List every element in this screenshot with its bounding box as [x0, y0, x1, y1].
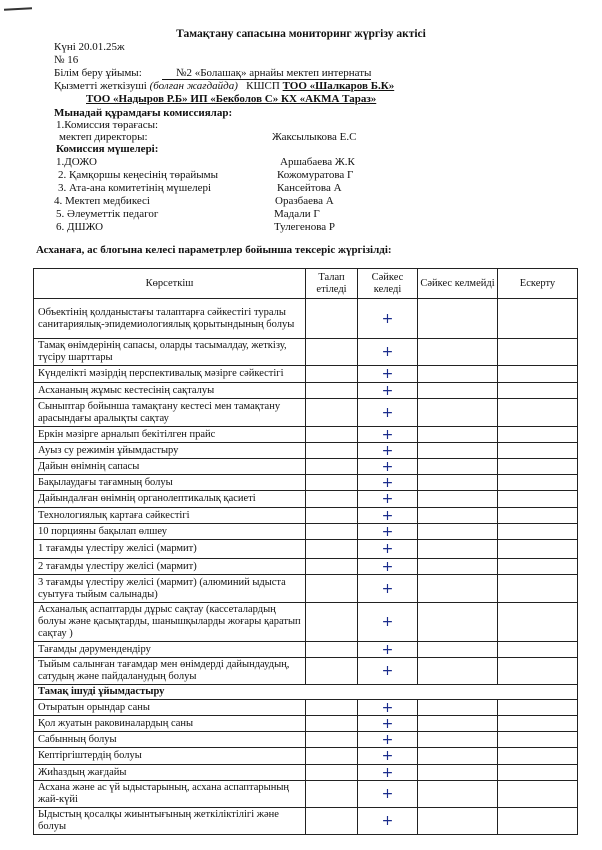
table-row	[34, 658, 578, 685]
indicator-cell: 10 порцияны бақылап өлшеу	[34, 524, 306, 540]
supplier-line	[54, 80, 394, 92]
member-role: 3. Ата-ана комитетінің мүшелері	[58, 182, 212, 194]
monitoring-table	[33, 268, 578, 835]
indicator-cell: Қол жуатын раковиналардың саны	[34, 716, 306, 732]
header-note: Ескерту	[498, 269, 578, 299]
chair-label: 1.Комиссия төрағасы:	[56, 119, 159, 131]
table-row	[34, 603, 578, 642]
note-cell	[498, 339, 578, 366]
table-row	[34, 427, 578, 443]
noncompliant-cell	[418, 808, 498, 835]
number-line: № 16	[54, 54, 79, 66]
member-name: Тулегенова Р	[274, 221, 335, 233]
indicator-cell: Тағамды дәрумендендіру	[34, 642, 306, 658]
noncompliant-cell	[418, 366, 498, 383]
compliant-cell: +	[358, 700, 418, 716]
table-row	[34, 575, 578, 603]
indicator-cell: Асхана және ас үй ыдыстарының, асхана аспаптарының жай-күйі	[34, 781, 306, 808]
required-cell	[306, 732, 358, 748]
date-line: Күні 20.01.25ж	[54, 41, 125, 53]
note-cell	[498, 540, 578, 559]
member-name: Кансейтова А	[277, 182, 342, 194]
noncompliant-cell	[418, 299, 498, 339]
table-row	[34, 781, 578, 808]
compliant-cell: +	[358, 716, 418, 732]
table-row	[34, 642, 578, 658]
noncompliant-cell	[418, 765, 498, 781]
note-cell	[498, 475, 578, 491]
indicator-cell: Асхананың жұмыс кестесінің сақталуы	[34, 383, 306, 399]
required-cell	[306, 427, 358, 443]
note-cell	[498, 642, 578, 658]
indicator-cell: Кептіргіштердің болуы	[34, 748, 306, 765]
supplier-label-note: (болған жағдайда)	[149, 80, 238, 92]
noncompliant-cell	[418, 443, 498, 459]
header-indicator: Көрсеткіш	[34, 269, 306, 299]
noncompliant-cell	[418, 427, 498, 443]
table-row	[34, 383, 578, 399]
noncompliant-cell	[418, 732, 498, 748]
noncompliant-cell	[418, 524, 498, 540]
compliant-cell: +	[358, 658, 418, 685]
required-cell	[306, 658, 358, 685]
required-cell	[306, 383, 358, 399]
note-cell	[498, 575, 578, 603]
table-row	[34, 399, 578, 427]
table-row	[34, 716, 578, 732]
indicator-cell: Технологиялық картаға сәйкестігі	[34, 508, 306, 524]
noncompliant-cell	[418, 540, 498, 559]
required-cell	[306, 540, 358, 559]
note-cell	[498, 443, 578, 459]
members-title: Комиссия мүшелері:	[56, 143, 159, 155]
supplier-line-2: ТОО «Надыров Р.Б» ИП «Бекболов С» КХ «АКМА Тараз»	[86, 93, 377, 105]
noncompliant-cell	[418, 399, 498, 427]
indicator-cell: Тыйым салынған тағамдар мен өнімдерді дайындаудың, сатудың және пайдаланудың болуы	[34, 658, 306, 685]
note-cell	[498, 658, 578, 685]
indicator-cell: Бақылаудағы тағамның болуы	[34, 475, 306, 491]
indicator-cell: Дайындалған өнімнің органолептикалық қасиеті	[34, 491, 306, 508]
indicator-cell: Ыдыстың қосалқы жиынтығының жеткіліктілігі және болуы	[34, 808, 306, 835]
compliant-cell: +	[358, 748, 418, 765]
compliant-cell: +	[358, 575, 418, 603]
member-role: 5. Әлеуметтік педагог	[56, 208, 159, 220]
compliant-cell: +	[358, 427, 418, 443]
table-row	[34, 299, 578, 339]
indicator-cell: Дайын өнімнің сапасы	[34, 459, 306, 475]
note-cell	[498, 399, 578, 427]
note-cell	[498, 559, 578, 575]
noncompliant-cell	[418, 748, 498, 765]
org-value: №2 «Болашақ» арнайы мектеп интернаты	[162, 68, 371, 80]
note-cell	[498, 808, 578, 835]
table-row	[34, 540, 578, 559]
note-cell	[498, 748, 578, 765]
table-row	[34, 748, 578, 765]
compliant-cell: +	[358, 459, 418, 475]
table-header-row	[34, 269, 578, 299]
note-cell	[498, 491, 578, 508]
compliant-cell: +	[358, 781, 418, 808]
compliant-cell: +	[358, 524, 418, 540]
required-cell	[306, 603, 358, 642]
noncompliant-cell	[418, 559, 498, 575]
indicator-cell: Күнделікті мәзірдің перспективалық мәзірге сәйкестігі	[34, 366, 306, 383]
note-cell	[498, 299, 578, 339]
header-required: Талап етіледі	[306, 269, 358, 299]
note-cell	[498, 427, 578, 443]
required-cell	[306, 366, 358, 383]
table-row	[34, 559, 578, 575]
compliant-cell: +	[358, 732, 418, 748]
table-row	[34, 808, 578, 835]
pen-mark	[4, 7, 32, 10]
compliant-cell: +	[358, 508, 418, 524]
member-role: 4. Мектеп медбикесі	[54, 195, 150, 207]
supplier-label: Қызметті жеткізуші	[54, 80, 147, 92]
noncompliant-cell	[418, 491, 498, 508]
member-name: Мадали Г	[274, 208, 320, 220]
required-cell	[306, 748, 358, 765]
table-row	[34, 732, 578, 748]
note-cell	[498, 765, 578, 781]
compliant-cell: +	[358, 603, 418, 642]
noncompliant-cell	[418, 383, 498, 399]
required-cell	[306, 459, 358, 475]
required-cell	[306, 475, 358, 491]
org-label: Білім беру ұйымы:	[54, 67, 142, 79]
supplier-value: ТОО «Шалкаров Б.К»	[282, 80, 395, 92]
compliant-cell: +	[358, 339, 418, 366]
indicator-cell: Объектінің қолданыстағы талаптарға сәйкестігі туралы санитариялық-эпидемиологиялық қорытындының болуы	[34, 299, 306, 339]
noncompliant-cell	[418, 658, 498, 685]
required-cell	[306, 700, 358, 716]
member-role: 1.ДОЖО	[56, 156, 97, 168]
noncompliant-cell	[418, 508, 498, 524]
compliant-cell: +	[358, 491, 418, 508]
compliant-cell: +	[358, 475, 418, 491]
member-role: 6. ДШЖО	[56, 221, 104, 233]
compliant-cell: +	[358, 642, 418, 658]
required-cell	[306, 443, 358, 459]
required-cell	[306, 299, 358, 339]
note-cell	[498, 732, 578, 748]
compliant-cell: +	[358, 366, 418, 383]
table-row	[34, 475, 578, 491]
table-row	[34, 443, 578, 459]
required-cell	[306, 508, 358, 524]
indicator-cell: Асханалық аспаптарды дұрыс сақтау (кассеталардың болуы және қасықтарды, шанышқыларды жоғары қаратып сақтау )	[34, 603, 306, 642]
indicator-cell: 1 тағамды үлестіру желісі (мармит)	[34, 540, 306, 559]
chair-position: мектеп директоры:	[59, 131, 148, 143]
header-compliant: Сәйкес келеді	[358, 269, 418, 299]
compliant-cell: +	[358, 443, 418, 459]
table-row	[34, 491, 578, 508]
commission-title: Мынадай құрамдағы комиссиялар:	[54, 107, 233, 119]
compliant-cell: +	[358, 383, 418, 399]
note-cell	[498, 603, 578, 642]
note-cell	[498, 700, 578, 716]
noncompliant-cell	[418, 716, 498, 732]
noncompliant-cell	[418, 700, 498, 716]
member-role: 2. Қамқоршы кеңесінің төрайымы	[58, 169, 218, 181]
required-cell	[306, 491, 358, 508]
table-row	[34, 765, 578, 781]
indicator-cell: Жиһаздың жағдайы	[34, 765, 306, 781]
indicator-cell: Тамақ өнімдерінің сапасы, оларды тасымалдау, жеткізу, түсіру шарттары	[34, 339, 306, 366]
required-cell	[306, 765, 358, 781]
table-row	[34, 366, 578, 383]
table-body	[34, 299, 578, 835]
note-cell	[498, 459, 578, 475]
note-cell	[498, 366, 578, 383]
compliant-cell: +	[358, 399, 418, 427]
required-cell	[306, 716, 358, 732]
required-cell	[306, 781, 358, 808]
noncompliant-cell	[418, 781, 498, 808]
indicator-cell: 2 тағамды үлестіру желісі (мармит)	[34, 559, 306, 575]
table-row	[34, 524, 578, 540]
noncompliant-cell	[418, 603, 498, 642]
note-cell	[498, 383, 578, 399]
noncompliant-cell	[418, 475, 498, 491]
table-row	[34, 459, 578, 475]
required-cell	[306, 575, 358, 603]
supplier-prefix: КШСП	[246, 80, 280, 92]
required-cell	[306, 524, 358, 540]
indicator-cell: 3 тағамды үлестіру желісі (мармит) (алюминий ыдыста суытуға тыйым салынады)	[34, 575, 306, 603]
document-title: Тамақтану сапасына мониторинг жүргізу актісі	[176, 28, 426, 40]
required-cell	[306, 808, 358, 835]
chair-name: Жаксылыкова Е.С	[272, 131, 357, 143]
required-cell	[306, 399, 358, 427]
note-cell	[498, 781, 578, 808]
required-cell	[306, 339, 358, 366]
noncompliant-cell	[418, 642, 498, 658]
section-title: Тамақ ішуді ұйымдастыру	[34, 685, 578, 700]
compliant-cell: +	[358, 299, 418, 339]
header-noncompliant: Сәйкес келмейді	[418, 269, 498, 299]
indicator-cell: Еркін мәзірге арналып бекітілген прайс	[34, 427, 306, 443]
member-name: Кожомуратова Г	[277, 169, 354, 181]
note-cell	[498, 716, 578, 732]
table-row	[34, 700, 578, 716]
compliant-cell: +	[358, 540, 418, 559]
indicator-cell: Отыратын орындар саны	[34, 700, 306, 716]
table-row	[34, 508, 578, 524]
noncompliant-cell	[418, 459, 498, 475]
note-cell	[498, 524, 578, 540]
indicator-cell: Сабынның болуы	[34, 732, 306, 748]
table-section-row	[34, 685, 578, 700]
required-cell	[306, 559, 358, 575]
indicator-cell: Сыныптар бойынша тамақтану кестесі мен тамақтану арасындағы аралықты сақтау	[34, 399, 306, 427]
required-cell	[306, 642, 358, 658]
compliant-cell: +	[358, 808, 418, 835]
note-cell	[498, 508, 578, 524]
noncompliant-cell	[418, 339, 498, 366]
compliant-cell: +	[358, 559, 418, 575]
compliant-cell: +	[358, 765, 418, 781]
member-name: Оразбаева А	[275, 195, 334, 207]
table-intro: Асханаға, ас блогына келесі параметрлер бойынша тексеріс жүргізілді:	[36, 244, 392, 256]
table-row	[34, 339, 578, 366]
indicator-cell: Ауыз су режимін ұйымдастыру	[34, 443, 306, 459]
noncompliant-cell	[418, 575, 498, 603]
member-name: Аршабаева Ж.К	[280, 156, 355, 168]
